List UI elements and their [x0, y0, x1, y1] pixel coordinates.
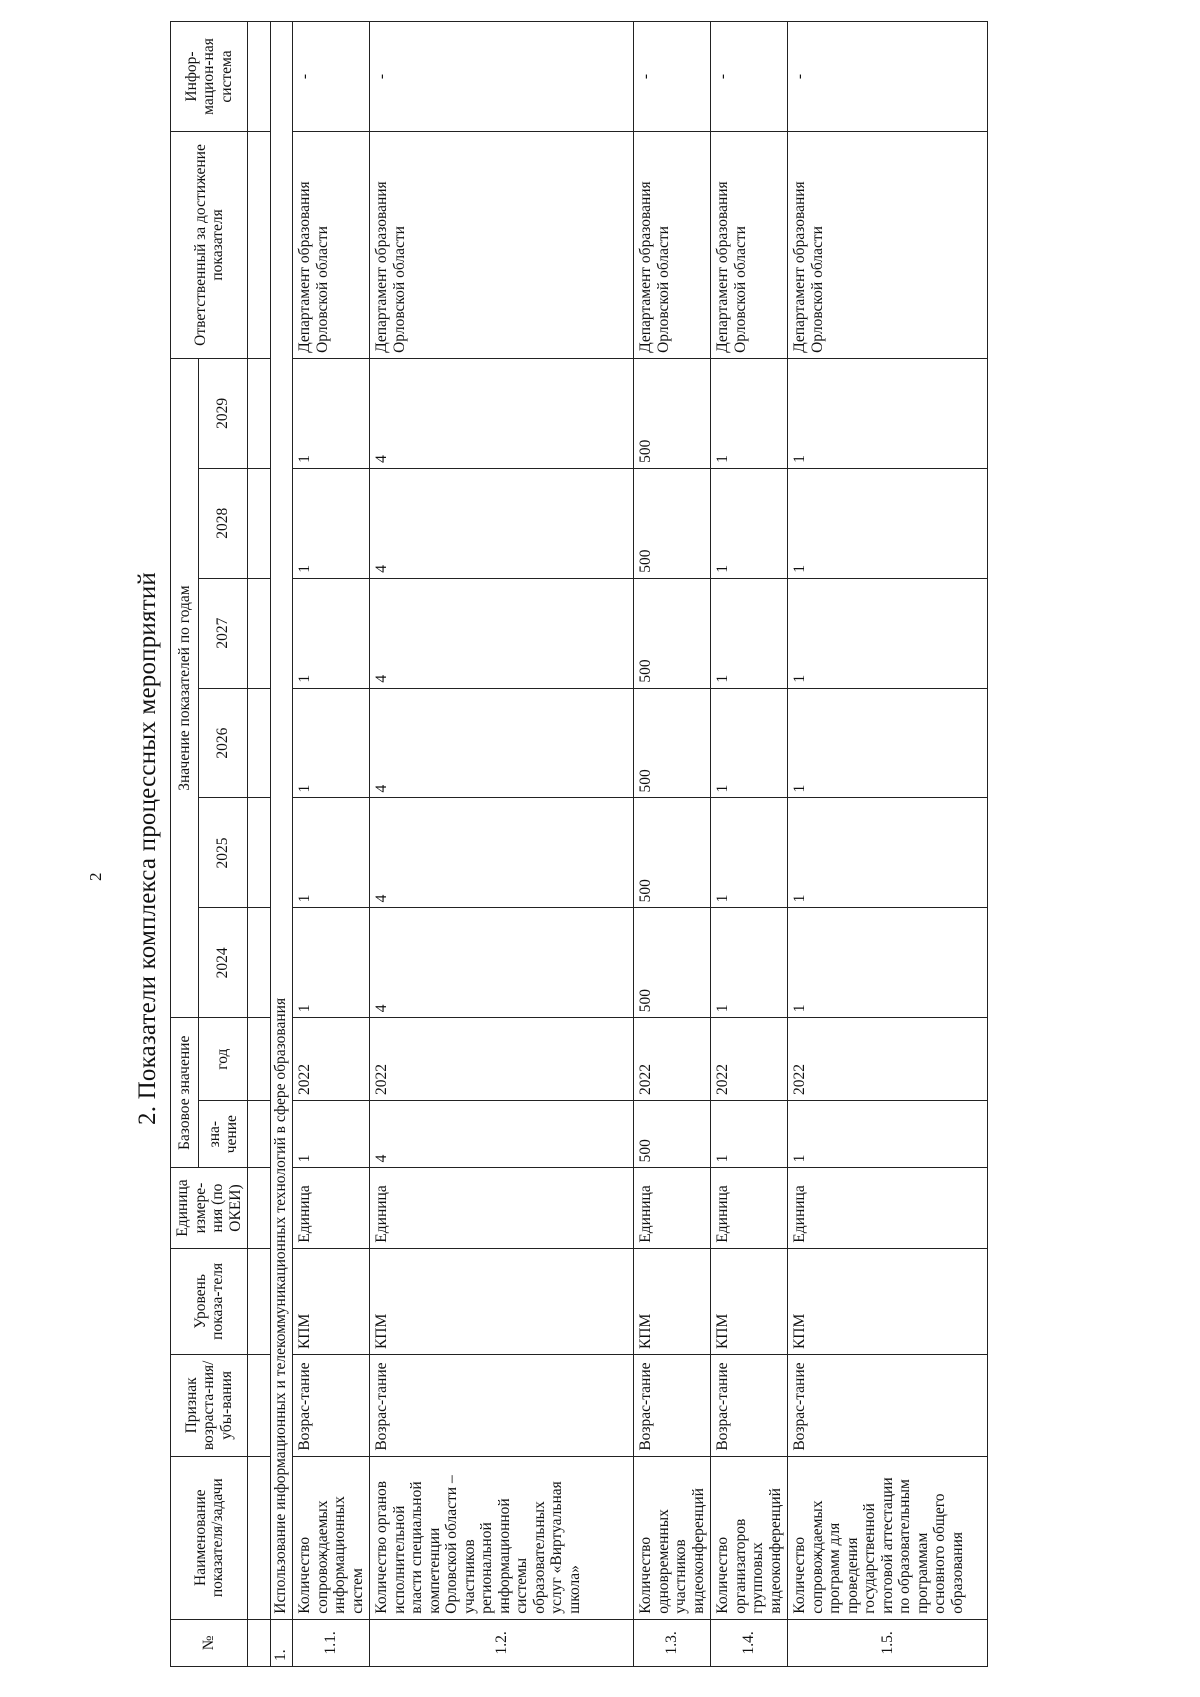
table-row	[711, 22, 788, 1667]
row-sign: Возрас-тание	[634, 1355, 711, 1457]
row-num: 1.2.	[370, 1619, 634, 1666]
header-year: 2027	[199, 578, 248, 688]
row-num: 1.5.	[788, 1619, 988, 1666]
row-value-2025: 1	[711, 798, 788, 908]
row-value-2028: 500	[634, 468, 711, 578]
row-num: 1.3.	[634, 1619, 711, 1666]
header-info-system: Инфор-мацион-ная система	[171, 22, 248, 132]
row-info-system: -	[788, 22, 988, 132]
table-body	[271, 22, 988, 1667]
row-base-value: 1	[711, 1101, 788, 1168]
table-row	[788, 22, 988, 1667]
row-value-2024: 1	[293, 908, 370, 1018]
row-sign: Возрас-тание	[788, 1355, 988, 1457]
header-base: Базовое значение	[171, 1018, 199, 1168]
row-info-system: -	[634, 22, 711, 132]
header-yearly: Значение показателей по годам	[171, 358, 199, 1017]
section-title: Использование информационных и телекоммуникационных технологий в сфере образования	[271, 22, 293, 1620]
header-year: 2028	[199, 468, 248, 578]
section-row	[271, 22, 293, 1667]
page-title: 2. Показатели комплекса процессных мероприятий	[134, 572, 161, 1125]
header-name: Наименование показателя/задачи	[171, 1456, 248, 1619]
row-name: Количество сопровождаемых программ для проведения государственной итоговой аттестации по образовательным программам основного общего образования	[788, 1456, 988, 1619]
row-value-2025: 4	[370, 798, 634, 908]
row-value-2029: 1	[788, 358, 988, 468]
row-responsible: Департамент образования Орловской области	[788, 132, 988, 359]
row-value-2026: 4	[370, 688, 634, 798]
row-num: 1.4.	[711, 1619, 788, 1666]
row-value-2025: 1	[293, 798, 370, 908]
row-value-2028: 1	[711, 468, 788, 578]
row-unit: Единица	[711, 1168, 788, 1248]
header-level: Уровень показа-теля	[171, 1248, 248, 1354]
header-year: 2026	[199, 688, 248, 798]
header-responsible: Ответственный за достижение показателя	[171, 132, 248, 359]
header-unit: Единица измере-ния (по ОКЕИ)	[171, 1168, 248, 1248]
row-value-2029: 1	[293, 358, 370, 468]
row-base-year: 2022	[370, 1018, 634, 1101]
row-value-2024: 4	[370, 908, 634, 1018]
row-sign: Возрас-тание	[711, 1355, 788, 1457]
row-base-year: 2022	[293, 1018, 370, 1101]
row-value-2028: 1	[788, 468, 988, 578]
row-sign: Возрас-тание	[370, 1355, 634, 1457]
table-row	[293, 22, 370, 1667]
row-value-2025: 500	[634, 798, 711, 908]
indicators-table	[170, 21, 988, 1667]
row-base-value: 1	[788, 1101, 988, 1168]
row-name: Количество сопровождаемых информационных систем	[293, 1456, 370, 1619]
row-value-2024: 1	[711, 908, 788, 1018]
row-name: Количество организаторов групповых видеоконференций	[711, 1456, 788, 1619]
row-base-year: 2022	[788, 1018, 988, 1101]
row-sign: Возрас-тание	[293, 1355, 370, 1457]
header-spacer-row	[248, 22, 271, 1667]
row-level: КПМ	[293, 1248, 370, 1354]
row-base-year: 2022	[634, 1018, 711, 1101]
row-name: Количество органов исполнительной власти специальной компетенции Орловской области – участников региональной информационной системы образовательных услуг «Виртуальная школа»	[370, 1456, 634, 1619]
row-value-2024: 1	[788, 908, 988, 1018]
row-value-2026: 1	[293, 688, 370, 798]
page-number: 2	[86, 872, 105, 881]
row-base-value: 4	[370, 1101, 634, 1168]
row-value-2027: 1	[788, 578, 988, 688]
header-num: №	[171, 1619, 248, 1666]
row-info-system: -	[370, 22, 634, 132]
row-value-2025: 1	[788, 798, 988, 908]
section-num: 1.	[271, 1619, 293, 1666]
row-value-2029: 500	[634, 358, 711, 468]
row-value-2027: 1	[293, 578, 370, 688]
header-sign: Признак возраста-ния/убы-вания	[171, 1355, 248, 1457]
row-value-2029: 1	[711, 358, 788, 468]
row-value-2026: 1	[788, 688, 988, 798]
row-level: КПМ	[711, 1248, 788, 1354]
header-year: 2024	[199, 908, 248, 1018]
row-value-2027: 1	[711, 578, 788, 688]
row-info-system: -	[711, 22, 788, 132]
row-value-2024: 500	[634, 908, 711, 1018]
row-unit: Единица	[634, 1168, 711, 1248]
table-header	[171, 22, 271, 1667]
row-value-2027: 4	[370, 578, 634, 688]
row-value-2027: 500	[634, 578, 711, 688]
row-level: КПМ	[370, 1248, 634, 1354]
row-responsible: Департамент образования Орловской области	[711, 132, 788, 359]
row-unit: Единица	[293, 1168, 370, 1248]
row-name: Количество одновременных участников видеоконференций	[634, 1456, 711, 1619]
row-base-value: 1	[293, 1101, 370, 1168]
row-level: КПМ	[788, 1248, 988, 1354]
table-row	[370, 22, 634, 1667]
row-value-2026: 500	[634, 688, 711, 798]
header-year: 2025	[199, 798, 248, 908]
header-year: 2029	[199, 358, 248, 468]
row-responsible: Департамент образования Орловской области	[634, 132, 711, 359]
row-unit: Единица	[788, 1168, 988, 1248]
row-responsible: Департамент образования Орловской области	[293, 132, 370, 359]
table-row	[634, 22, 711, 1667]
row-value-2028: 1	[293, 468, 370, 578]
row-base-year: 2022	[711, 1018, 788, 1101]
header-base-year: год	[199, 1018, 248, 1101]
row-level: КПМ	[634, 1248, 711, 1354]
row-responsible: Департамент образования Орловской области	[370, 132, 634, 359]
row-num: 1.1.	[293, 1619, 370, 1666]
row-info-system: -	[293, 22, 370, 132]
row-unit: Единица	[370, 1168, 634, 1248]
row-base-value: 500	[634, 1101, 711, 1168]
row-value-2026: 1	[711, 688, 788, 798]
header-base-value: зна-чение	[199, 1101, 248, 1168]
row-value-2028: 4	[370, 468, 634, 578]
row-value-2029: 4	[370, 358, 634, 468]
